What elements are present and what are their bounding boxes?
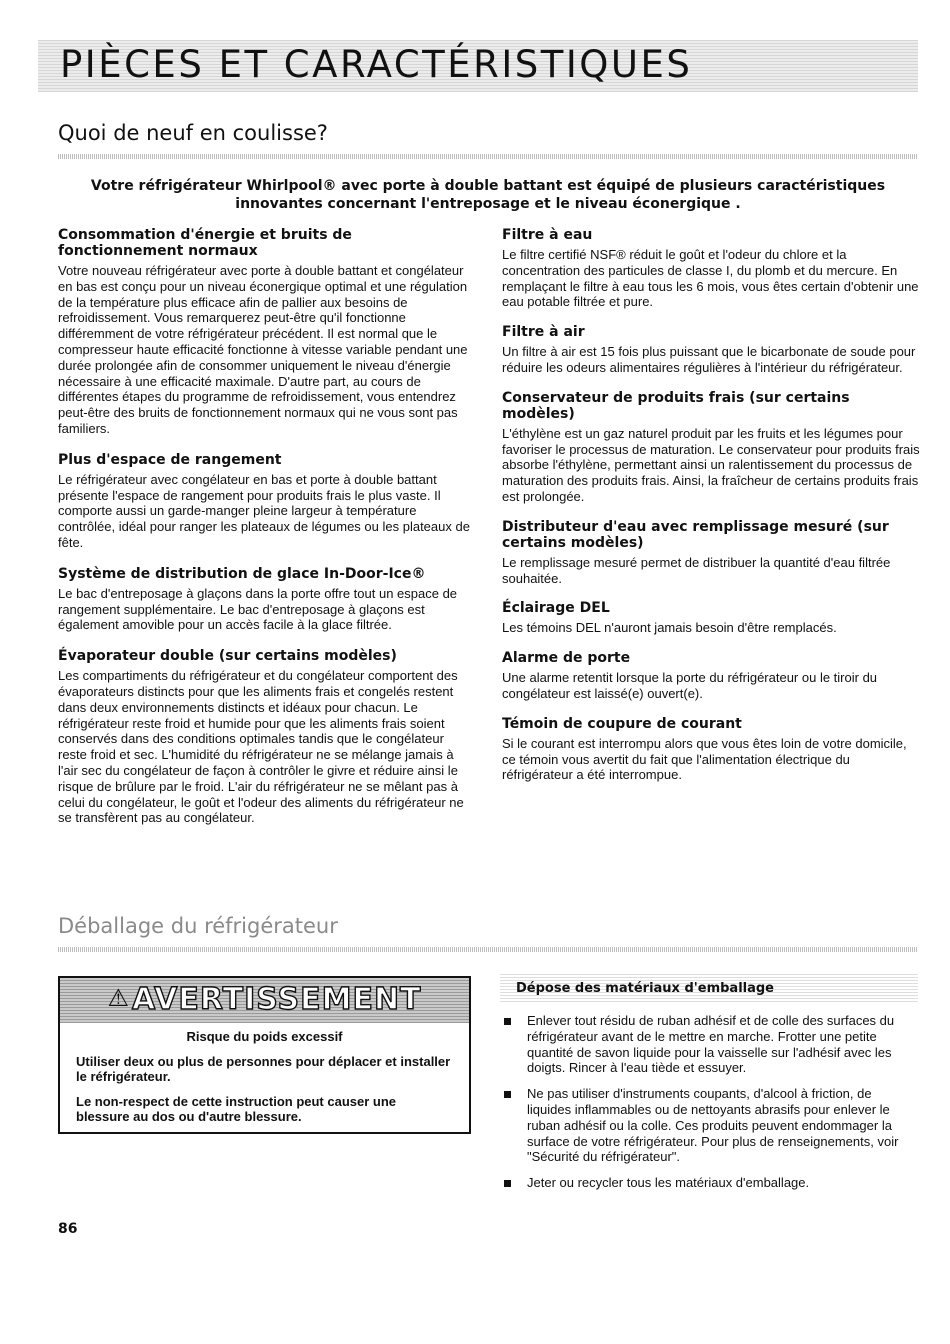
warning-box <box>58 976 471 1134</box>
bullet-icon <box>504 1018 511 1025</box>
feature-heading: Éclairage DEL <box>502 600 610 617</box>
feature-heading: Témoin de coupure de courant <box>502 715 742 732</box>
feature-body: L'éthylène est un gaz naturel produit par les fruits et les légumes pour favoriser le processus de maturation. Le conservateur pour produits frais absorbe l'éthylène, permettant ainsi un ralentissement du processus de maturation des produits frais. Ainsi, la fraîcheur de certains produits frais est prolongée. <box>502 425 920 504</box>
bullet-icon <box>504 1091 511 1098</box>
packaging-removal-header <box>500 972 918 1002</box>
feature-storage <box>58 452 473 551</box>
section-title-coulisse: Quoi de neuf en coulisse? <box>58 121 328 145</box>
packaging-removal-title: Dépose des matériaux d'emballage <box>516 981 775 996</box>
feature-dual-evaporator <box>58 648 473 826</box>
packaging-removal-list <box>500 1013 918 1191</box>
packaging-removal <box>500 972 918 1201</box>
warning-line: Utiliser deux ou plus de personnes pour déplacer et installer le réfrigérateur. <box>76 1053 451 1084</box>
warning-subtitle: Risque du poids excessif <box>186 1029 343 1044</box>
section-banner <box>38 40 918 92</box>
feature-heading: Consommation d'énergie et bruits de fonctionnement normaux <box>58 227 352 259</box>
feature-led-lighting <box>502 600 920 636</box>
banner-title: PIÈCES ET CARACTÉRISTIQUES <box>60 43 693 86</box>
section-rule <box>58 947 918 952</box>
feature-body: Les témoins DEL n'auront jamais besoin d'être remplacés. <box>502 620 837 636</box>
feature-heading: Filtre à eau <box>502 227 593 243</box>
feature-heading: Système de distribution de glace In-Door-Ice® <box>58 565 426 582</box>
left-column <box>58 227 473 826</box>
feature-body: Le remplissage mesuré permet de distribuer la quantité d'eau filtrée souhaitée. <box>502 554 891 586</box>
intro-paragraph: Votre réfrigérateur Whirlpool® avec porte à double battant est équipé de plusieurs caractéristiques innovantes concernant l'entreposage et le niveau éconergique . <box>90 178 886 212</box>
bullet-icon <box>504 1180 511 1187</box>
warning-line: Le non-respect de cette instruction peut causer une blessure au dos ou d'autre blessure. <box>76 1093 397 1124</box>
feature-heading: Filtre à air <box>502 324 585 341</box>
section-rule <box>58 154 918 159</box>
feature-body: Si le courant est interrompu alors que vous êtes loin de votre domicile, ce témoin vous avertit du fait que l'alimentation électrique du réfrigérateur a été interrompue. <box>502 735 907 783</box>
list-item: Ne pas utiliser d'instruments coupants, d'alcool à friction, de liquides inflammables ou de nettoyants abrasifs pour enlever le ruban adhésif ou la colle. Ces produits peuvent endommager la surface de votre réfrigérateur. Pour plus de renseignements, voir "Sécurité du réfrigérateur". <box>500 1086 918 1165</box>
feature-body: Le bac d'entreposage à glaçons dans la porte offre tout un espace de rangement supplémentaire. Le bac d'entreposage à glaçons est également amovible pour un accès facile à la glace filtrée. <box>58 585 458 633</box>
feature-power-outage <box>502 716 920 783</box>
feature-heading: Alarme de porte <box>502 650 631 667</box>
feature-heading: Distributeur d'eau avec remplissage mesuré (sur certains modèles) <box>502 518 889 551</box>
list-item: Jeter ou recycler tous les matériaux d'emballage. <box>500 1175 918 1191</box>
feature-body: Le filtre certifié NSF® réduit le goût et l'odeur du chlore et la concentration des particules de classe I, du plomb et du mercure. En remplaçant le filtre à eau tous les 6 mois, vous êtes certain d'obtenir une eau potable filtrée et pure. <box>502 247 919 310</box>
feature-body: Une alarme retentit lorsque la porte du réfrigérateur ou le tiroir du congélateur est laissé(e) ouvert(e). <box>502 670 878 701</box>
warning-body <box>60 1023 469 1125</box>
feature-air-filter <box>502 324 920 376</box>
page-number: 86 <box>58 1221 78 1237</box>
right-column <box>502 227 920 783</box>
feature-door-alarm <box>502 650 920 702</box>
feature-water-filter <box>502 227 920 310</box>
feature-produce-preserver <box>502 390 920 505</box>
feature-energy <box>58 227 473 437</box>
feature-heading: Conservateur de produits frais (sur certains modèles) <box>502 389 850 422</box>
feature-heading: Plus d'espace de rangement <box>58 451 282 468</box>
feature-ice-system <box>58 566 473 633</box>
feature-measured-fill <box>502 519 920 587</box>
feature-heading: Évaporateur double (sur certains modèles) <box>58 648 397 665</box>
section-title-deballage: Déballage du réfrigérateur <box>58 914 338 938</box>
list-item: Enlever tout résidu de ruban adhésif et de colle des surfaces du réfrigérateur avant de le mettre en marche. Frotter une petite quantité de savon liquide pour la vaisselle sur l'adhésif avec les doigts. Rincer à l'eau tiède et essuyer. <box>500 1013 918 1076</box>
feature-body: Un filtre à air est 15 fois plus puissant que le bicarbonate de soude pour réduire les odeurs alimentaires régulières à l'intérieur du réfrigérateur. <box>502 344 916 375</box>
warning-triangle-icon: ⚠ <box>107 984 130 1012</box>
warning-title: AVERTISSEMENT <box>131 982 422 1017</box>
feature-body: Le réfrigérateur avec congélateur en bas et porte à double battant présente l'espace de rangement pour produits frais le plus vaste. Il comporte aussi un garde-manger pleine largeur à température contrôlée, idéal pour ranger les plateaux de légumes ou les plateaux de fête. <box>58 471 470 550</box>
feature-body: Votre nouveau réfrigérateur avec porte à double battant et congélateur en bas est conçu pour un niveau éconergique optimal et une régulation de la température plus efficace afin de pallier aux besoins de refroidissement. Vous remarquerez peut-être qu'il fonctionne différemment de votre réfrigérateur précédent. Il est normal que le compresseur haute efficacité fonctionne à vitesse variable pendant une durée prolongée afin de consommer uniquement le niveau d'énergie nécessaire à une efficacité maximale. D'autre part, au cours de différentes étapes du programme de refroidissement, vous entendrez peut-être des bruits de fonctionnement normaux qui ne vous sont pas familiers. <box>58 263 468 436</box>
warning-header <box>60 978 469 1023</box>
feature-body: Les compartiments du réfrigérateur et du congélateur comportent des évaporateurs distincts pour que les aliments frais et congelés restent dans deux environnements distincts et idéaux pour chacun. Le réfrigérateur reste froid et humide pour que les aliments frais soient conservés dans des conditions optimales tandis que le congélateur reste froid et sec. L'humidité du réfrigérateur ne se mélange jamais à l'air sec du congélateur de façon à contrôler le givre et réduire ainsi le risque de brûlure par le froid. L'air du réfrigérateur ne se mêlant pas à celui du congélateur, le goût et l'odeur des aliments du réfrigérateur ne se transfèrent pas au congélateur. <box>58 668 464 826</box>
